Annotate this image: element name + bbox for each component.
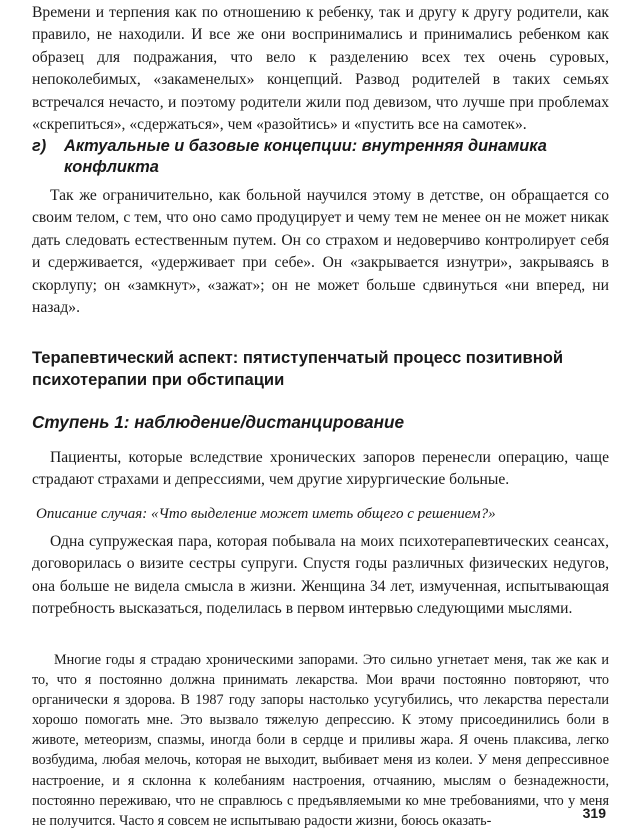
- case-title: Описание случая: «Что выделение может иметь общего с решением?»: [36, 506, 496, 522]
- intro-paragraph: Времени и терпения как по отношению к ребенку, так и другу к другу родители, как правило, не находили. И все же они воспринимались и принимались ребенком как образец для подражания, что вело к разделению всех тех очень суровых, непоколебимых, «закаменелых» концепций. Развод родителей в таких семьях встречался нечасто, и поэтому родители жили под девизом, что лучше при проблемах «скрепиться», «сдержаться», чем «разойтись» и «пустить все на самотек».: [32, 4, 609, 134]
- therapy-heading: Терапевтический аспект: пятиступенчатый процесс позитивной психотерапии при обстипации: [32, 348, 564, 389]
- step1-paragraph: Пациенты, которые вследствие хронических запоров перенесли операцию, чаще страдают страхами и депрессиями, чем другие хирургические больные.: [32, 449, 609, 489]
- section-g-marker: г): [32, 137, 47, 155]
- section-g-title-line2: конфликта: [64, 158, 159, 176]
- page-number: 319: [582, 805, 606, 821]
- case-paragraph: Одна супружеская пара, которая побывала на моих психотерапевтических сеансах, договорилась о визите сестры супруги. Спустя годы различных физических недугов, она больше не видела смысла в жизни. Женщина 34 лет, измученная, испытывающая потребность высказаться, поделилась в первом интервью следующими мыслями.: [32, 533, 609, 618]
- section-g-paragraph: Так же ограничительно, как больной научился этому в детстве, он обращается со своим телом, с тем, что оно само продуцирует и чему тем не менее он не может никак дать следовать естественным путем. Он со страхом и недоверчиво контролирует себя и сдерживается, «удерживает при себе». Он «закрывается изнутри», закрываясь в скорлупу; он «замкнут», «зажат»; он не может больше сдвинуться «ни вперед, ни назад».: [32, 187, 609, 317]
- section-g-title-line1: Актуальные и базовые концепции: внутренняя динамика: [64, 137, 547, 155]
- patient-quote: Многие годы я страдаю хроническими запорами. Это сильно угнетает меня, так же как и то, что я постоянно должна принимать лекарства. Мои врачи постоянно повторяют, что органически я здорова. В 1987 году запоры настолько усугубились, что лекарства перестали хорошо помогать мне. Это вызвало тяжелую депрессию. К этому присоединились боли в животе, метеоризм, спазмы, иногда боли в сердце и приливы жара. Я очень плаксива, легко возбудима, любая мелочь, которая не выходит, выбивает меня из колеи. У меня депрессивное настроение, и я склонна к колебаниям настроения, отчаянию, мыслям о безнадежности, постоянно переживаю, что не справлюсь с предъявляемыми ко мне требованиями, что у меня не получится. Часто я совсем не испытываю радости жизни, боюсь оказать-: [32, 652, 609, 829]
- section-g-heading: [32, 136, 592, 178]
- step1-title: Ступень 1: наблюдение/дистанцирование: [32, 412, 405, 432]
